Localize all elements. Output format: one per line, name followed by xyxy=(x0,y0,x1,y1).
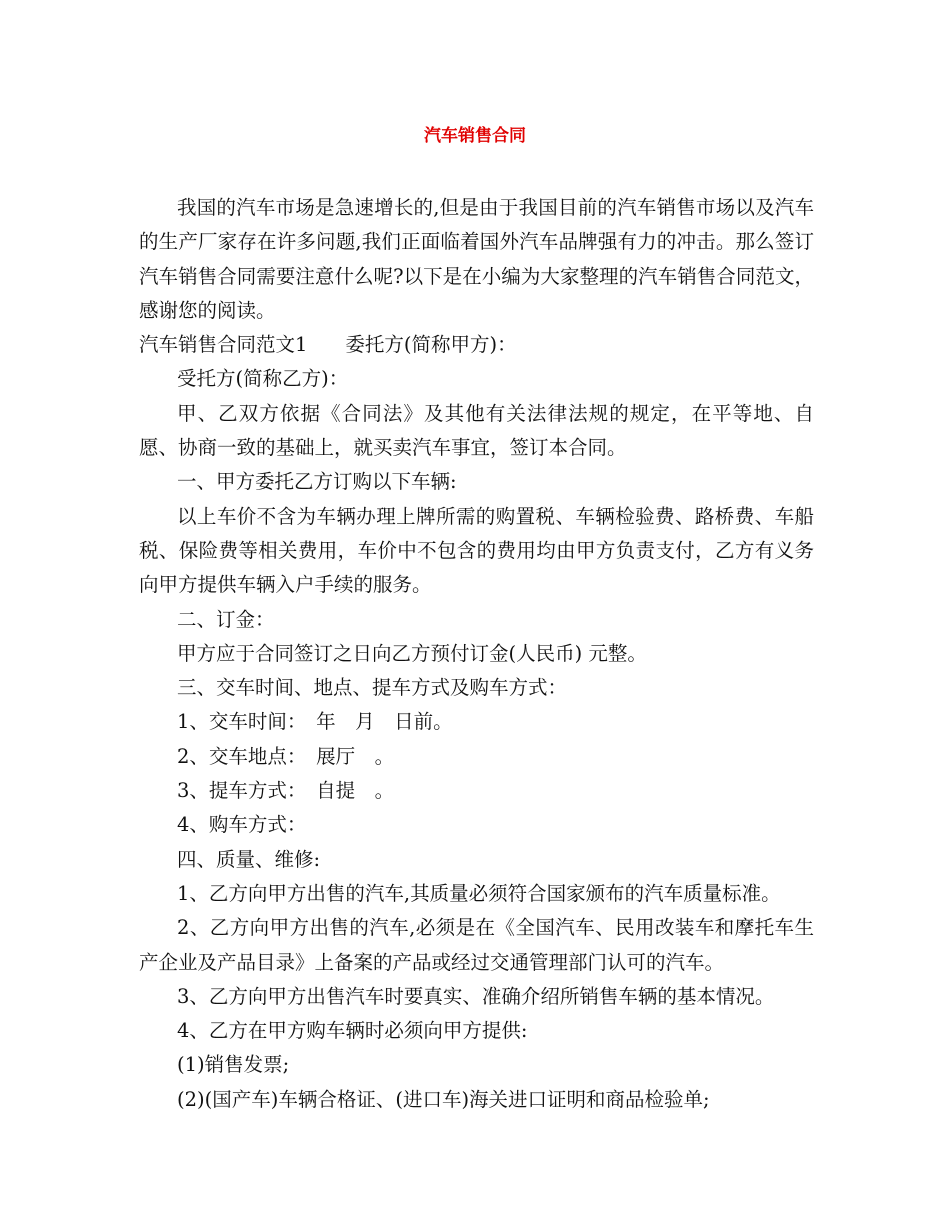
document-body xyxy=(139,191,814,1117)
section-4-heading: 四、质量、维修: xyxy=(177,847,321,871)
quality-clause-2: 2、乙方向甲方出售的汽车,必须是在《全国汽车、民用改装车和摩托车生产企业及产品目录》上备案的产品或经过交通管理部门认可的汽车。 xyxy=(139,916,814,974)
preamble-paragraph: 甲、乙双方依据《合同法》及其他有关法律法规的规定，在平等地、自愿、协商一致的基础上，就买卖汽车事宜，签订本合同。 xyxy=(139,401,814,460)
quality-clause-4: 4、乙方在甲方购车辆时必须向甲方提供: xyxy=(177,1019,528,1043)
delivery-place-line: 2、交车地点： 展厅 。 xyxy=(177,744,395,768)
pickup-method-line: 3、提车方式： 自提 。 xyxy=(177,779,395,803)
deposit-paragraph: 甲方应于合同签订之日向乙方预付订金(人民币) 元整。 xyxy=(177,641,647,665)
list-item-1: (1)销售发票; xyxy=(177,1053,290,1077)
sample-heading-line xyxy=(139,328,814,362)
document-title: 汽车销售合同 xyxy=(424,126,526,146)
quality-clause-3: 3、乙方向甲方出售汽车时要真实、准确介绍所销售车辆的基本情况。 xyxy=(177,984,775,1008)
sample-label: 汽车销售合同范文1 xyxy=(139,333,308,357)
price-note-paragraph: 以上车价不含为车辆办理上牌所需的购置税、车辆检验费、路桥费、车船税、保险费等相关费用，车价中不包含的费用均由甲方负责支付，乙方有义务向甲方提供车辆入户手续的服务。 xyxy=(139,504,814,597)
section-2-heading: 二、订金： xyxy=(177,607,275,631)
purchase-method-line: 4、购车方式： xyxy=(177,813,307,837)
list-item-2: (2)(国产车)车辆合格证、(进口车)海关进口证明和商品检验单; xyxy=(177,1087,710,1111)
section-3-heading: 三、交车时间、地点、提车方式及购车方式： xyxy=(177,676,568,700)
quality-clause-1: 1、乙方向甲方出售的汽车,其质量必须符合国家颁布的汽车质量标准。 xyxy=(177,881,781,905)
client-label: 委托方(简称甲方)： xyxy=(345,333,517,357)
delivery-time-line: 1、交车时间： 年 月 日前。 xyxy=(177,710,453,734)
trustee-label: 受托方(简称乙方)： xyxy=(177,367,349,391)
section-1-heading: 一、甲方委托乙方订购以下车辆: xyxy=(177,470,457,494)
intro-paragraph: 我国的汽车市场是急速增长的,但是由于我国目前的汽车销售市场以及汽车的生产厂家存在许多问题,我们正面临着国外汽车品牌强有力的冲击。那么签订汽车销售合同需要注意什么呢?以下是在小编为大家整理的汽车销售合同范文，感谢您的阅读。 xyxy=(139,196,814,322)
